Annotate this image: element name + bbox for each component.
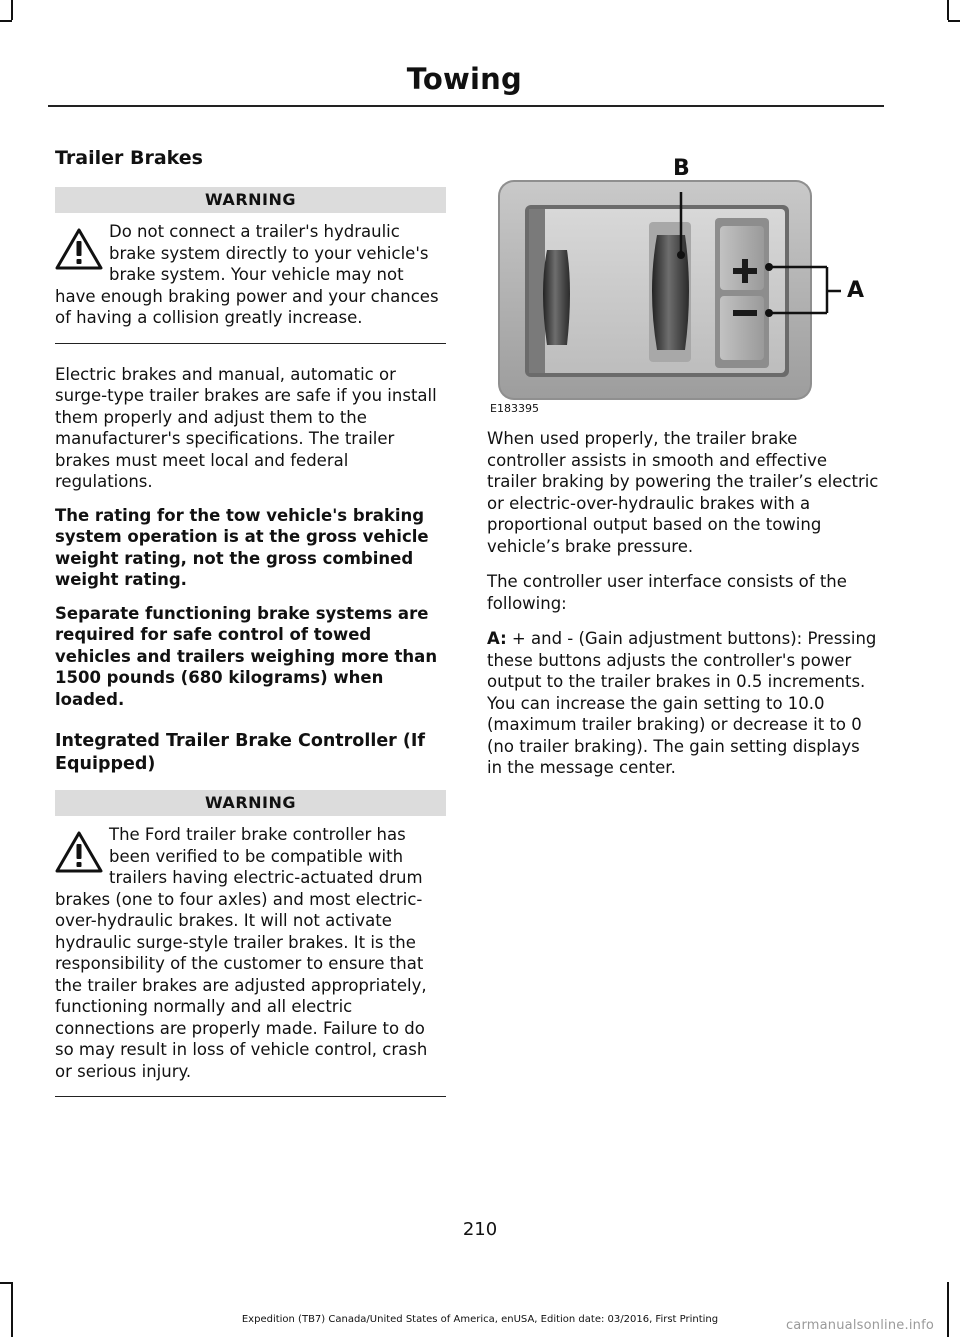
paragraph-separate-bold: Separate functioning brake systems are required for safe control of towed vehicles and trailers weighing more than 1500 pounds (680 kilograms) when loaded.	[55, 603, 438, 709]
item-a-text: + and - (Gain adjustment buttons): Pressing these buttons adjusts the controller's power output to the trailer brakes in 0.5 increments. You can increase the gain setting to 10.0 (maximum trailer braking) or decrease it to 0 (no trailer braking). The gain setting displays in the message center.	[487, 629, 877, 777]
warning-text-2: The Ford trailer brake controller has been verified to be compatible with trailers having electric-actuated drum brakes (one to four axles) and most electric-over-hydraulic brakes. It will not activate hydraulic surge-style trailer brakes. It is the responsibility of the customer to ensure that the trailer brakes are adjusted appropriately, functioning normally and all electric connections are properly made. Failure to do so may result in loss of vehicle control, crash or serious injury.	[55, 825, 428, 1081]
crop-mark-top-left-h	[0, 20, 12, 22]
brake-controller-drawing	[487, 150, 882, 400]
crop-mark-bottom-left-h	[0, 1282, 12, 1284]
paragraph-electric-brakes: Electric brakes and manual, automatic or surge-type trailer brakes are safe if you install them properly and adjust them to the manufacturer's specifications. The trailer brakes must meet local and federal regulations.	[55, 364, 437, 491]
warning-triangle-icon	[55, 830, 103, 874]
warning-box-1	[55, 221, 446, 344]
footer-edition: Expedition (TB7) Canada/United States of America, enUSA, Edition date: 03/2016, First Printing	[241, 1314, 719, 1325]
warning-text-1: Do not connect a trailer's hydraulic brake system directly to your vehicle's brake system. Your vehicle may not have enough braking power and your chances of having a collision greatly increase.	[55, 222, 439, 327]
paragraph-controller-assist: When used properly, the trailer brake controller assists in smooth and effective trailer braking by powering the trailer’s electric or electric-over-hydraulic brakes with a proportional output based on the towing vehicle’s brake pressure.	[487, 429, 879, 556]
paragraph-rating-bold: The rating for the tow vehicle's braking system operation is at the gross vehicle weight rating, not the gross combined weight rating.	[55, 505, 429, 589]
crop-mark-top-right-v	[947, 0, 949, 20]
section-title: Trailer Brakes	[55, 147, 203, 169]
paragraph-interface-intro: The controller user interface consists of the following:	[487, 572, 847, 613]
callout-b: B	[673, 156, 690, 181]
callout-a: A	[847, 278, 865, 303]
figure-code: E183395	[490, 402, 539, 415]
item-a-description	[487, 628, 880, 779]
warning-header-2: WARNING	[55, 790, 446, 816]
warning-header-1: WARNING	[55, 187, 446, 213]
crop-mark-top-left-v	[11, 0, 13, 20]
left-column	[55, 145, 446, 1097]
right-column	[487, 420, 880, 779]
watermark: carmanualsonline.info	[785, 1318, 934, 1333]
controller-illustration	[487, 150, 877, 400]
controller-figure	[487, 150, 882, 415]
crop-mark-bottom-right-v	[947, 1282, 949, 1337]
warning-box-2	[55, 824, 446, 1097]
header-rule	[48, 105, 884, 107]
item-a-label: A:	[487, 629, 507, 648]
subheading-integrated-controller: Integrated Trailer Brake Controller (If Equipped)	[55, 731, 426, 774]
page-header-title: Towing	[406, 62, 522, 96]
page-number: 210	[462, 1219, 498, 1240]
warning-triangle-icon	[55, 227, 103, 271]
crop-mark-bottom-left-v	[11, 1282, 13, 1337]
crop-mark-top-right-h	[948, 20, 960, 22]
